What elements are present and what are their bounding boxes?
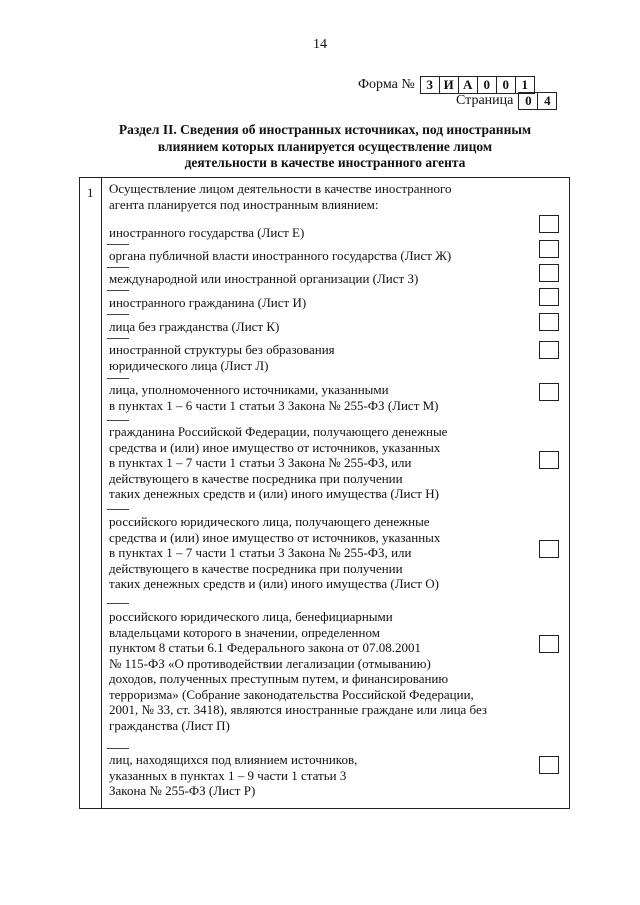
form-number-label: Форма № bbox=[358, 77, 415, 92]
option-line: пунктом 8 статьи 6.1 Федерального закона от 07.08.2001 bbox=[109, 640, 421, 655]
option-line: гражданства (Лист П) bbox=[109, 717, 230, 733]
option-separator bbox=[107, 244, 129, 245]
option-russian-citizen-checkbox[interactable] bbox=[539, 451, 559, 469]
option-separator bbox=[107, 509, 129, 510]
option-line: органа публичной власти иностранного государства (Лист Ж) bbox=[109, 248, 452, 263]
option-line: юридического лица (Лист Л) bbox=[109, 357, 269, 373]
intro-line: агента планируется под иностранным влиянием: bbox=[109, 196, 379, 212]
option-line: иностранного государства (Лист Е) bbox=[109, 225, 305, 240]
option-line: российского юридического лица, получающего денежные bbox=[109, 514, 430, 529]
option-foreign-state-checkbox[interactable] bbox=[539, 215, 559, 233]
option-russian-legal-entity-checkbox[interactable] bbox=[539, 540, 559, 558]
form-code-cell: 1 bbox=[515, 77, 534, 93]
option-russian-legal-entity bbox=[109, 514, 440, 592]
option-foreign-citizen bbox=[109, 295, 306, 311]
option-line: средства и (или) иное имущество от источников, указанных bbox=[109, 529, 441, 545]
option-line: в пунктах 1 – 6 части 1 статьи 3 Закона № 255-ФЗ (Лист М) bbox=[109, 397, 439, 413]
option-separator bbox=[107, 378, 129, 379]
option-line: в пунктах 1 – 7 части 1 статьи 3 Закона № 255-ФЗ, или bbox=[109, 455, 412, 470]
page-cell: 0 bbox=[525, 93, 532, 108]
option-line: международной или иностранной организации (Лист З) bbox=[109, 271, 419, 286]
option-line: лица без гражданства (Лист К) bbox=[109, 319, 280, 334]
option-line: доходов, полученных преступным путем, и финансированию bbox=[109, 671, 449, 686]
option-line: терроризма» (Собрание законодательства Российской Федерации, bbox=[109, 686, 474, 702]
option-separator bbox=[107, 603, 129, 604]
option-russian-citizen bbox=[109, 424, 447, 502]
form-code-cell: 0 bbox=[496, 77, 515, 93]
option-separator bbox=[107, 338, 129, 339]
foreign-sources-table bbox=[79, 177, 570, 809]
option-line: действующего в качестве посредника при получении bbox=[109, 470, 403, 486]
option-separator bbox=[107, 420, 129, 421]
section-title-line: деятельности в качестве иностранного агента bbox=[184, 155, 466, 170]
option-russian-entity-foreign-beneficiaries-checkbox[interactable] bbox=[539, 635, 559, 653]
page-number: 14 bbox=[313, 37, 327, 52]
option-line: владельцами которого в значении, определенном bbox=[109, 624, 380, 640]
option-international-organization bbox=[109, 271, 418, 287]
option-line: действующего в качестве посредника при получении bbox=[109, 560, 403, 576]
option-line: № 115-ФЗ «О противодействии легализации (отмыванию) bbox=[109, 655, 431, 671]
option-line: иностранного гражданина (Лист И) bbox=[109, 295, 307, 310]
form-code-cell: 3 bbox=[426, 77, 433, 92]
option-line: Закона № 255-ФЗ (Лист Р) bbox=[109, 783, 256, 798]
form-code-cell: И bbox=[439, 77, 458, 93]
option-stateless-person-checkbox[interactable] bbox=[539, 313, 559, 331]
option-foreign-state bbox=[109, 225, 304, 241]
option-persons-under-influence-checkbox[interactable] bbox=[539, 756, 559, 774]
column-divider bbox=[101, 178, 102, 808]
section-title-line: Раздел II. Сведения об иностранных источниках, под иностранным bbox=[118, 122, 532, 137]
option-line: указанных в пунктах 1 – 9 части 1 статьи 3 bbox=[109, 767, 347, 783]
option-line: лиц, находящихся под влиянием источников, bbox=[109, 752, 358, 767]
intro-line: Осуществление лицом деятельности в качестве иностранного bbox=[109, 181, 452, 196]
option-line: российского юридического лица, бенефициарными bbox=[109, 609, 393, 624]
option-foreign-structure bbox=[109, 342, 335, 373]
option-authorized-person bbox=[109, 382, 439, 413]
option-persons-under-influence bbox=[109, 752, 357, 799]
option-russian-entity-foreign-beneficiaries bbox=[109, 609, 487, 733]
page-label: Страница bbox=[456, 93, 514, 108]
option-line: в пунктах 1 – 7 части 1 статьи 3 Закона № 255-ФЗ, или bbox=[109, 545, 412, 560]
option-authorized-person-checkbox[interactable] bbox=[539, 383, 559, 401]
option-line: гражданина Российской Федерации, получающего денежные bbox=[109, 424, 448, 439]
form-code-cell: 0 bbox=[477, 77, 496, 93]
page-label-row bbox=[456, 92, 557, 110]
form-code-cell: А bbox=[458, 77, 477, 93]
option-foreign-public-authority bbox=[109, 248, 451, 264]
option-line: средства и (или) иное имущество от источников, указанных bbox=[109, 439, 441, 455]
page-cells bbox=[518, 92, 557, 110]
option-international-organization-checkbox[interactable] bbox=[539, 264, 559, 282]
option-foreign-citizen-checkbox[interactable] bbox=[539, 288, 559, 306]
option-separator bbox=[107, 267, 129, 268]
option-line: 2001, № 33, ст. 3418), являются иностранные граждане или лица без bbox=[109, 702, 488, 717]
section-title-line: влиянием которых планируется осуществление лицом bbox=[157, 138, 493, 154]
option-separator bbox=[107, 314, 129, 315]
option-line: таких денежных средств и (или) иного имущества (Лист Н) bbox=[109, 486, 439, 501]
option-line: лица, уполномоченного источниками, указанными bbox=[109, 382, 389, 397]
option-stateless-person bbox=[109, 319, 279, 335]
option-line: иностранной структуры без образования bbox=[109, 342, 335, 357]
option-foreign-public-authority-checkbox[interactable] bbox=[539, 240, 559, 258]
option-foreign-structure-checkbox[interactable] bbox=[539, 341, 559, 359]
section-title bbox=[80, 122, 570, 172]
page-cell: 4 bbox=[537, 93, 556, 109]
option-line: таких денежных средств и (или) иного имущества (Лист О) bbox=[109, 576, 439, 591]
option-separator bbox=[107, 748, 129, 749]
row-number: 1 bbox=[87, 185, 94, 200]
row-intro bbox=[109, 181, 451, 212]
option-separator bbox=[107, 290, 129, 291]
